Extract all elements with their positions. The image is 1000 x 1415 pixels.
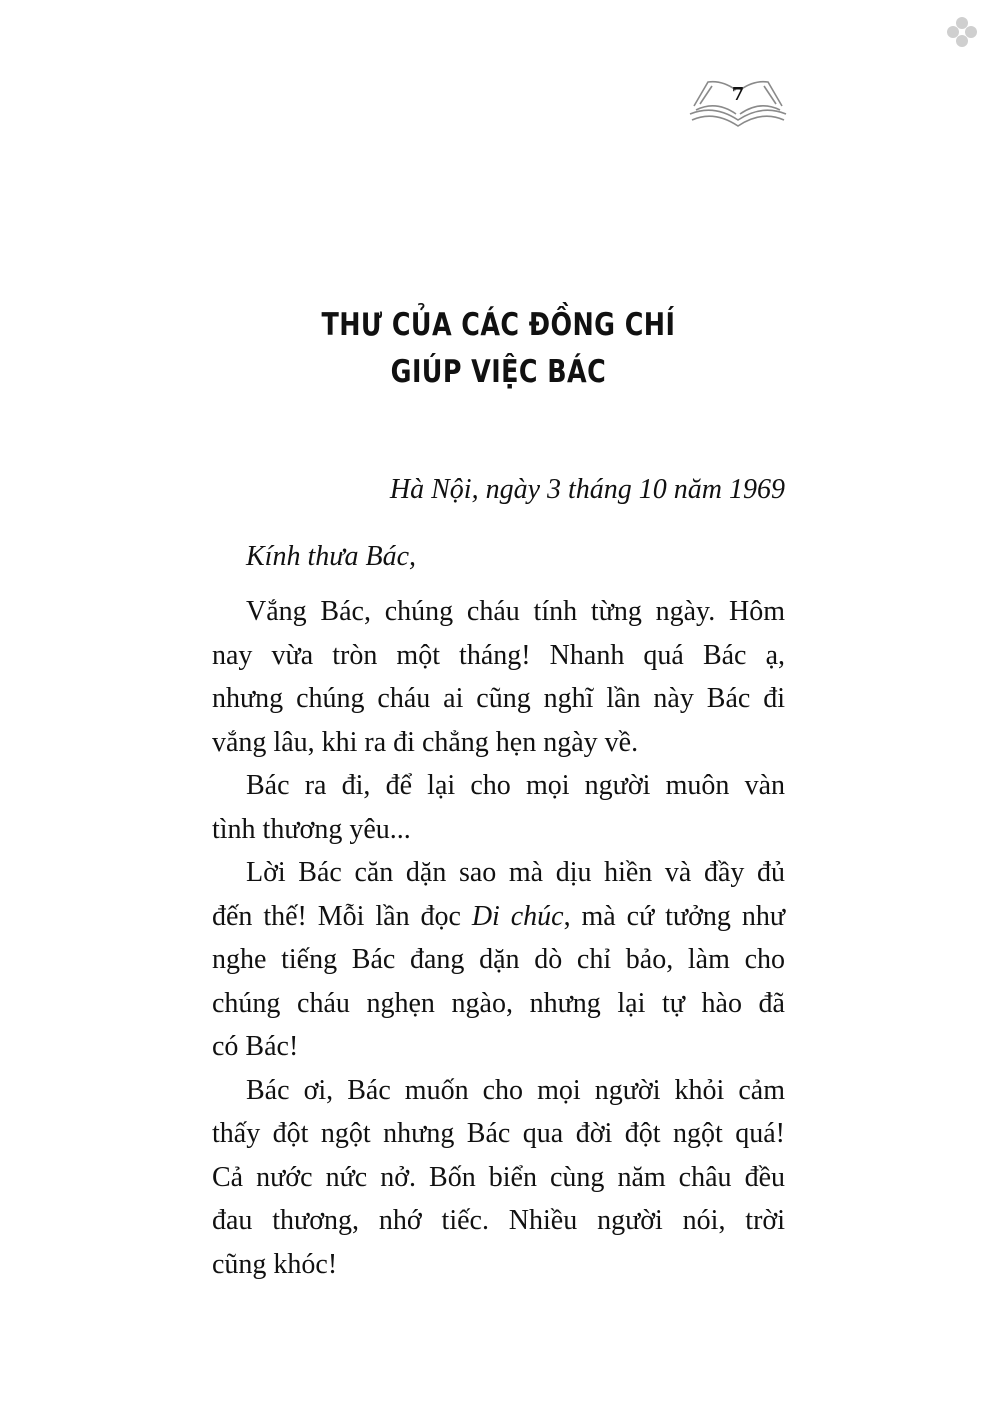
paragraph-4-line: Bác ơi, Bác muốn cho mọi người khỏi cảm [246,1074,785,1106]
chapter-title-line-1: THƯ CỦA CÁC ĐỒNG CHÍ [321,307,676,343]
paragraph-1-line: nay vừa tròn một tháng! Nhanh quá Bác ạ, [212,639,785,671]
letter-salutation: Kính thưa Bác, [246,541,417,572]
page-number: 7 [731,84,745,105]
paragraph-1-line: Vắng Bác, chúng cháu tính từng ngày. Hôm [246,596,785,627]
paragraph-1-line: nhưng chúng cháu ai cũng nghĩ lần này Bác đi [212,683,785,714]
paragraph-3-line: nghe tiếng Bác đang dặn dò chỉ bảo, làm cho [212,944,785,975]
paragraph-2-line: tình thương yêu... [212,813,411,845]
paragraph-4-line: thấy đột ngột nhưng Bác qua đời đột ngột quá! [212,1118,785,1149]
text-run: , mà cứ tưởng như [563,900,786,932]
paragraph-4-line: đau thương, nhớ tiếc. Nhiều người nói, trời [212,1205,785,1236]
letter-date: Hà Nội, ngày 3 tháng 10 năm 1969 [389,474,785,505]
text-run: đến thế! Mỗi lần đọc [212,900,472,932]
paragraph-4-line: Cả nước nức nở. Bốn biển cùng năm châu đều [212,1161,785,1193]
chapter-title [263,302,733,396]
chapter-title-line-2: GIÚP VIỆC BÁC [390,354,607,390]
paragraph-4-line: cũng khóc! [212,1248,338,1280]
paragraph-1-line: vắng lâu, khi ra đi chẳng hẹn ngày về. [212,726,639,758]
flower-watermark-icon [944,14,980,50]
paragraph-3-line [212,895,785,939]
di-chuc-italic: Di chúc [471,900,564,932]
letter-body [212,590,785,1286]
paragraph-2-line: Bác ra đi, để lại cho mọi người muôn vàn [246,770,785,801]
paragraph-3-line: có Bác! [212,1031,299,1062]
paragraph-3-line: chúng cháu nghẹn ngào, nhưng lại tự hào đã [212,987,785,1019]
paragraph-3-line: Lời Bác căn dặn sao mà dịu hiền và đầy đủ [246,857,785,888]
